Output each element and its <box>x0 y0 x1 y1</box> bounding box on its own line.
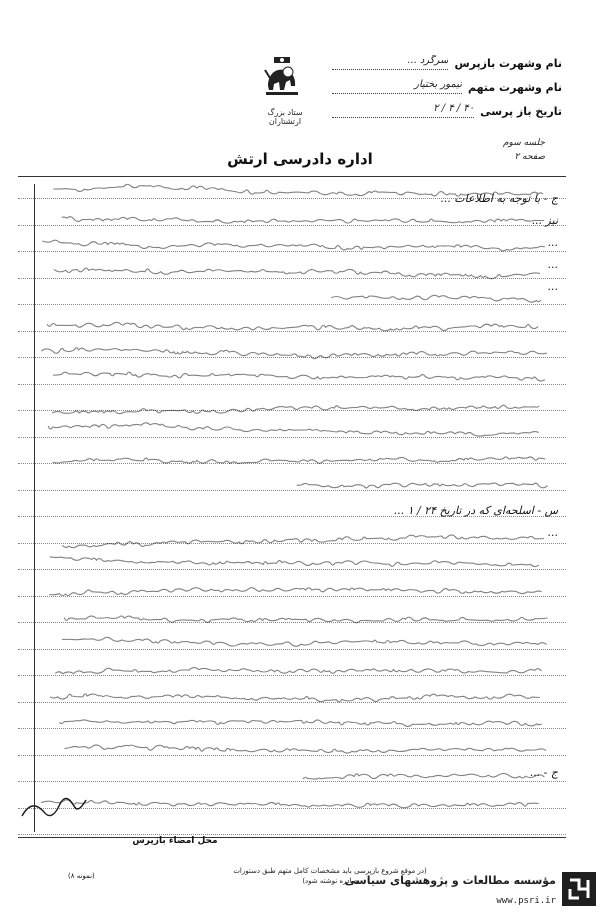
handwriting-scribbles <box>18 176 566 836</box>
handwritten-line: ... <box>547 280 558 293</box>
handwriting-stroke <box>54 268 540 279</box>
handwriting-stroke <box>41 348 547 359</box>
handwritten-line: ... <box>547 526 558 539</box>
handwritten-line: نیز ... <box>531 214 558 227</box>
field-label: نام وشهرت بازپرس <box>454 57 562 70</box>
handwriting-stroke <box>64 616 547 623</box>
handwriting-stroke <box>53 372 545 381</box>
field-label: نام وشهرت متهم <box>468 81 562 94</box>
handwriting-stroke <box>303 773 545 779</box>
handwriting-stroke <box>48 423 539 436</box>
field-row-accused <box>332 70 562 94</box>
handwriting-stroke <box>52 405 539 413</box>
handwriting-stroke <box>62 217 544 223</box>
footer-note: (در موقع شروع بازپرسی باید مشخصات کامل متهم طبق دستورات صادره نوشته شود) <box>233 867 427 885</box>
header-fields <box>332 46 562 118</box>
watermark <box>344 868 598 916</box>
handwriting-stroke <box>53 184 543 196</box>
organization-title: اداره دادرسی ارتش <box>227 150 373 168</box>
session-label: جلسه سوم <box>502 138 545 148</box>
handwriting-stroke <box>49 588 541 596</box>
field-row-interrogator <box>332 46 562 70</box>
handwriting-stroke <box>59 720 541 726</box>
institute-logo-icon <box>562 872 596 906</box>
handwritten-line: ج - با توجه به اطلاعات ... <box>440 192 558 205</box>
field-value: سرگرد ... <box>332 55 448 70</box>
handwriting-stroke <box>42 240 544 251</box>
field-label: تاریخ باز پرسی <box>480 105 562 118</box>
watermark-url: www.psri.ir <box>496 896 556 906</box>
handwritten-line: ج - ... <box>529 766 558 779</box>
handwriting-stroke <box>64 745 546 753</box>
signature-label: محل امضاء بازپرس <box>132 836 218 846</box>
watermark-title: مؤسسه مطالعات و پژوهشهای سیاسی <box>344 874 556 887</box>
handwriting-stroke <box>41 800 539 808</box>
handwritten-line: ... <box>547 258 558 271</box>
field-value: ۴۰ / ۴ / ۲ <box>332 103 474 118</box>
handwriting-stroke <box>50 557 539 567</box>
signature-scribble <box>22 798 86 816</box>
handwritten-line: س - اسلحه‌ای که در تاریخ ۲۴ / ۱ ... <box>393 504 558 517</box>
page-number: صفحه ۲ <box>514 152 545 162</box>
handwriting-stroke <box>53 457 546 464</box>
field-value: تیمور بختیار <box>332 79 462 94</box>
emblem-caption: ستاد بزرگ ارتشتاران <box>267 108 303 126</box>
handwriting-stroke <box>47 322 538 331</box>
handwriting-stroke <box>50 694 540 702</box>
field-row-date <box>332 94 562 118</box>
handwriting-stroke <box>55 668 541 674</box>
handwriting-stroke <box>62 535 544 548</box>
handwriting-stroke <box>62 637 547 646</box>
form-number: (نمونه ۸) <box>68 872 95 880</box>
handwritten-line: ... <box>547 236 558 249</box>
handwriting-stroke <box>331 295 541 302</box>
handwriting-stroke <box>297 483 548 488</box>
lion-and-sun-emblem-icon <box>262 56 302 100</box>
